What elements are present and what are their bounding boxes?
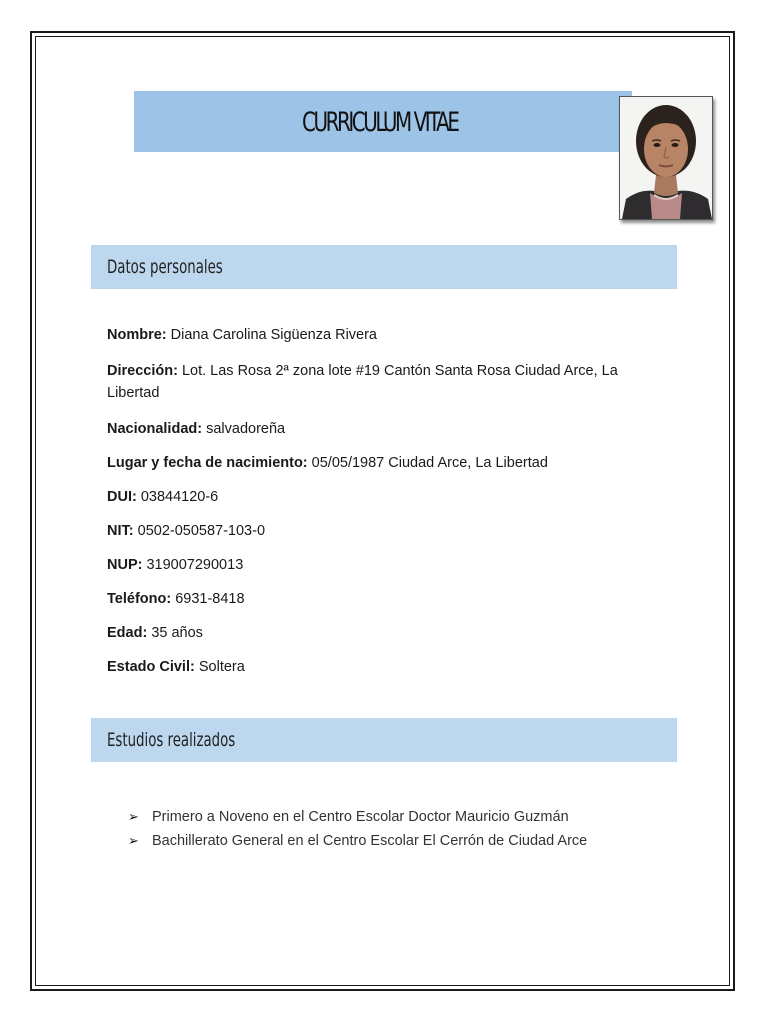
section-header-personal [91, 245, 677, 289]
field-label: Dirección: [107, 363, 178, 379]
field-nacimiento [107, 452, 667, 474]
study-text: Primero a Noveno en el Centro Escolar Doctor Mauricio Guzmán [152, 809, 569, 825]
arrow-bullet-icon: ➢ [128, 833, 139, 848]
field-edad [107, 622, 667, 644]
field-label: Teléfono: [107, 591, 172, 607]
field-label: Edad: [107, 625, 148, 641]
field-nup [107, 554, 667, 576]
field-telefono [107, 588, 667, 610]
field-value: salvadoreña [206, 421, 286, 437]
field-label: NUP: [107, 557, 143, 573]
list-item [128, 829, 688, 853]
field-dui [107, 486, 667, 508]
study-text: Bachillerato General en el Centro Escolar El Cerrón de Ciudad Arce [152, 833, 588, 849]
arrow-bullet-icon: ➢ [128, 809, 139, 824]
field-label: Nacionalidad: [107, 421, 203, 437]
field-nombre [107, 324, 667, 346]
section-title-personal: Datos personales [107, 256, 223, 278]
field-direccion [107, 360, 667, 404]
profile-photo [619, 96, 713, 220]
field-value: 05/05/1987 Ciudad Arce, La Libertad [311, 455, 548, 471]
studies-list [128, 805, 688, 853]
field-nacionalidad [107, 418, 667, 440]
field-value: 35 años [151, 625, 203, 641]
title-banner [134, 91, 632, 152]
field-value: 6931-8418 [175, 591, 245, 607]
section-title-studies: Estudios realizados [107, 729, 236, 751]
field-value: 319007290013 [146, 557, 244, 573]
field-value: Diana Carolina Sigüenza Rivera [170, 327, 377, 343]
field-value: Lot. Las Rosa 2ª zona lote #19 Cantón Santa Rosa Ciudad Arce, La Libertad [107, 363, 618, 401]
field-nit [107, 520, 667, 542]
field-value: 0502-050587-103-0 [137, 523, 266, 539]
field-value: 03844120-6 [140, 489, 219, 505]
field-label: Nombre: [107, 327, 167, 343]
portrait-photo-icon [620, 97, 712, 219]
field-label: NIT: [107, 523, 134, 539]
field-value: Soltera [198, 659, 245, 675]
field-label: DUI: [107, 489, 137, 505]
field-label: Lugar y fecha de nacimiento: [107, 455, 308, 471]
page-title: CURRICULUM VITAE [302, 107, 458, 138]
field-label: Estado Civil: [107, 659, 195, 675]
field-estado-civil [107, 656, 667, 678]
list-item [128, 805, 688, 829]
section-header-studies [91, 718, 677, 762]
